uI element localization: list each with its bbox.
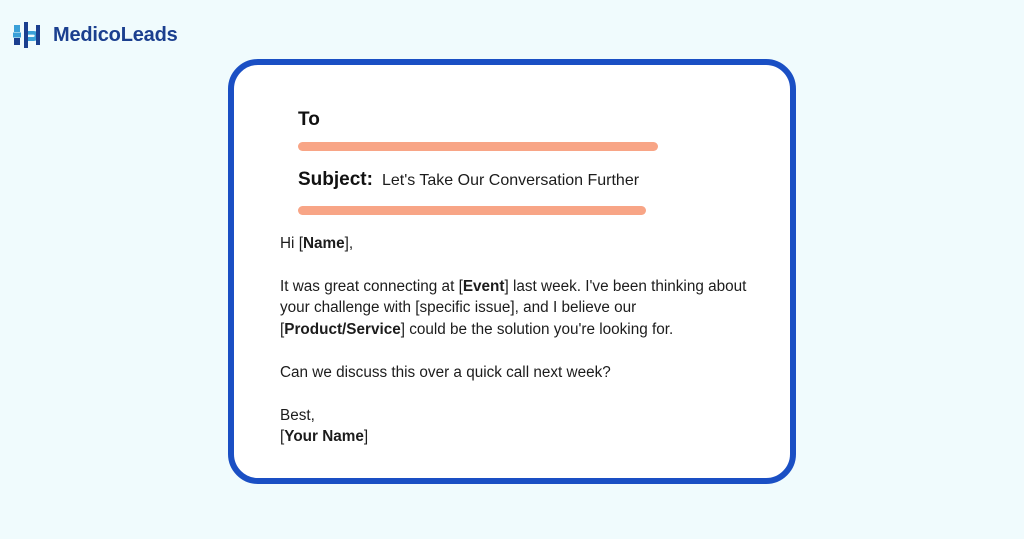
email-greeting <box>280 233 750 255</box>
email-body <box>280 233 750 448</box>
signature-name: Your Name <box>284 428 364 446</box>
signoff-text: Best, <box>280 406 315 424</box>
to-label: To <box>298 109 320 130</box>
subject-value: Let's Take Our Conversation Further <box>381 172 640 189</box>
email-paragraph-2: Can we discuss this over a quick call next week? <box>280 363 611 381</box>
medicoleads-logo-icon <box>10 18 44 52</box>
paragraph1-part2: ] last week. I've been thinking about your challenge with [specific issue], and I believe our [ <box>280 277 747 339</box>
email-card <box>228 59 796 484</box>
to-redaction-bar <box>298 142 658 151</box>
brand-logo <box>10 18 178 52</box>
subject-redaction-bar <box>298 206 646 215</box>
paragraph1-bold-event: Event <box>462 277 505 295</box>
greeting-suffix: ], <box>344 235 354 252</box>
signature-prefix: [ <box>280 428 285 446</box>
email-signature <box>280 405 750 448</box>
signature-suffix: ] <box>363 428 369 446</box>
brand-name <box>53 25 178 45</box>
email-card-content <box>234 65 790 448</box>
brand-name-part1: Medico <box>53 24 121 46</box>
email-paragraph-1 <box>280 276 750 341</box>
subject-row <box>298 169 750 191</box>
paragraph1-part1: It was great connecting at [ <box>280 277 463 295</box>
brand-name-part2: Leads <box>120 24 178 46</box>
greeting-prefix: Hi [ <box>280 235 303 252</box>
paragraph1-bold-product: Product/Service <box>284 321 401 339</box>
subject-label: Subject: <box>298 169 373 190</box>
greeting-name: Name <box>302 235 345 252</box>
paragraph1-part3: ] could be the solution you're looking for. <box>400 321 674 339</box>
